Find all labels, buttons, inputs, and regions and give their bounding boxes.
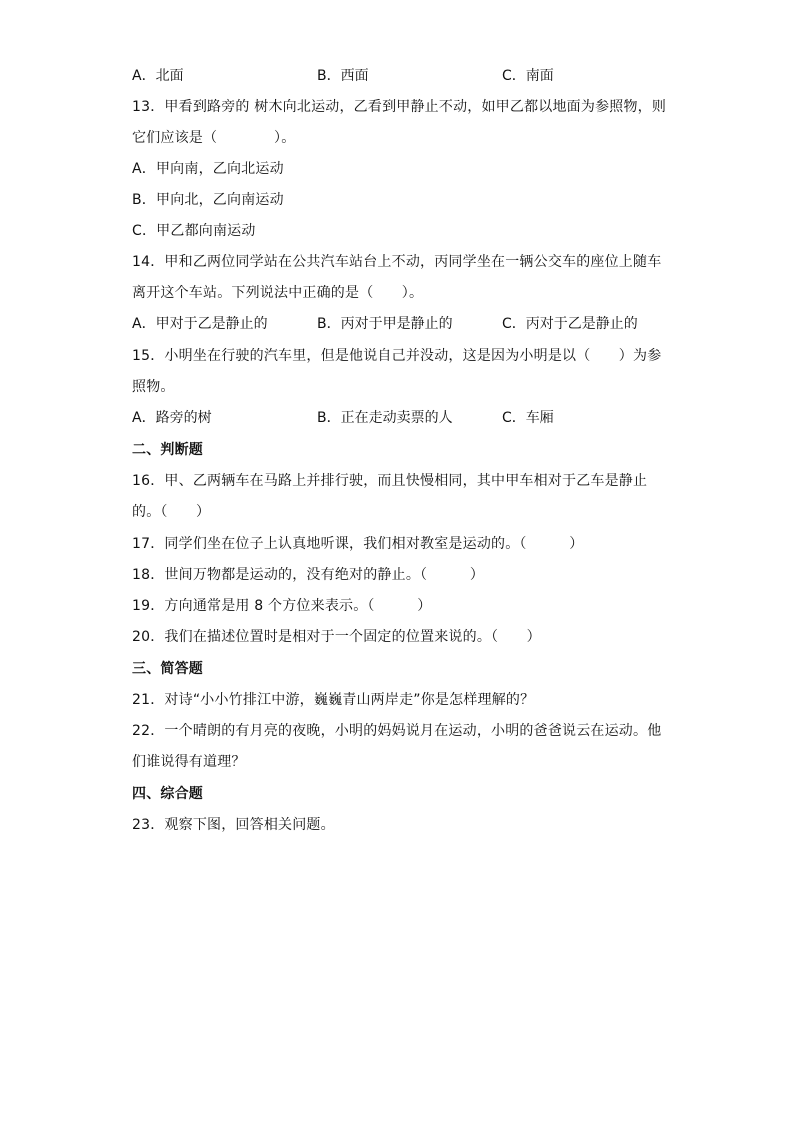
q20: 20．我们在描述位置时是相对于一个固定的位置来说的。（ ） <box>132 629 541 645</box>
q15-stem-line2: 照物。 <box>132 379 175 395</box>
q22-line1: 22．一个晴朗的有月亮的夜晚，小明的妈妈说月在运动，小明的爸爸说云在运动。他 <box>132 723 662 739</box>
q15-stem-line1: 15．小明坐在行驶的汽车里，但是他说自己并没动，这是因为小明是以（ ）为参 <box>132 348 662 364</box>
q15-option-a: A．路旁的树 <box>132 410 212 426</box>
q12-option-c: C．南面 <box>502 68 554 84</box>
q12-option-a: A．北面 <box>132 68 184 84</box>
q21: 21．对诗“小小竹排江中游，巍巍青山两岸走”你是怎样理解的？ <box>132 692 535 708</box>
q13-option-a: A．甲向南，乙向北运动 <box>132 161 284 177</box>
section-heading-judgement: 二、判断题 <box>132 442 203 458</box>
q14-option-c: C．丙对于乙是静止的 <box>502 316 638 332</box>
q14-stem-line2: 离开这个车站。下列说法中正确的是（ ）。 <box>132 285 424 301</box>
q23: 23．观察下图，回答相关问题。 <box>132 817 335 833</box>
q13-stem-line2: 它们应该是（ ）。 <box>132 130 296 146</box>
q13-stem-line1: 13．甲看到路旁的 树木向北运动，乙看到甲静止不动，如甲乙都以地面为参照物，则 <box>132 99 667 115</box>
q22-line2: 们谁说得有道理？ <box>132 754 246 770</box>
q14-option-b: B．丙对于甲是静止的 <box>317 316 453 332</box>
q14-option-a: A．甲对于乙是静止的 <box>132 316 268 332</box>
q17: 17．同学们坐在位子上认真地听课，我们相对教室是运动的。（ ） <box>132 536 584 552</box>
q15-option-c: C．车厢 <box>502 410 554 426</box>
q13-option-c: C．甲乙都向南运动 <box>132 223 256 239</box>
section-heading-short-answer: 三、简答题 <box>132 661 203 677</box>
q16-line2: 的。（ ） <box>132 504 211 520</box>
q19: 19．方向通常是用 8 个方位来表示。（ ） <box>132 598 432 614</box>
q14-stem-line1: 14．甲和乙两位同学站在公共汽车站台上不动，丙同学坐在一辆公交车的座位上随车 <box>132 254 662 270</box>
q13-option-b: B．甲向北，乙向南运动 <box>132 192 284 208</box>
q16-line1: 16．甲、乙两辆车在马路上并排行驶，而且快慢相同，其中甲车相对于乙车是静止 <box>132 473 648 489</box>
section-heading-comprehensive: 四、综合题 <box>132 786 203 802</box>
q15-option-b: B．正在走动卖票的人 <box>317 410 453 426</box>
q18: 18．世间万物都是运动的，没有绝对的静止。（ ） <box>132 567 485 583</box>
q12-option-b: B．西面 <box>317 68 369 84</box>
